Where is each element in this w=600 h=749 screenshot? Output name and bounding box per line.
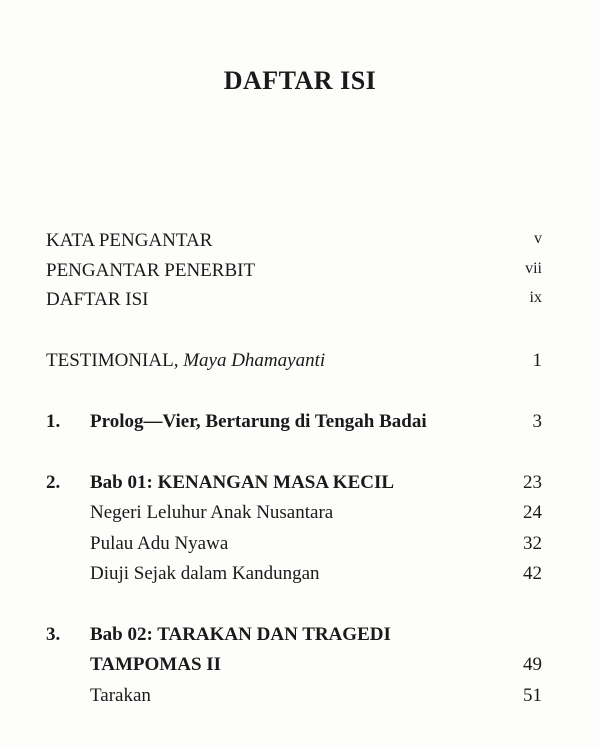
- testimonial-author: Maya Dhamayanti: [183, 350, 326, 371]
- section-page: 51: [523, 685, 542, 706]
- toc-chapter-3-line2: [0, 654, 600, 684]
- testimonial-label: TESTIMONIAL,: [46, 350, 179, 371]
- toc-entry-page: ix: [529, 289, 542, 306]
- toc-entry-label: KATA PENGANTAR: [46, 230, 213, 251]
- section-title: Pulau Adu Nyawa: [90, 533, 229, 554]
- section-page: 32: [523, 533, 542, 554]
- toc-entry-testimonial: [0, 350, 600, 380]
- chapter-page: 23: [523, 472, 542, 493]
- chapter-title: Bab 01: KENANGAN MASA KECIL: [90, 472, 395, 493]
- toc-section: [0, 502, 600, 532]
- toc-section: [0, 563, 600, 593]
- chapter-title-line1: Bab 02: TARAKAN DAN TRAGEDI: [90, 624, 391, 645]
- section-title: Negeri Leluhur Anak Nusantara: [90, 502, 334, 523]
- toc-entry-pengantar-penerbit: [0, 260, 600, 290]
- toc-entry-label: [46, 350, 325, 372]
- page-title: DAFTAR ISI: [223, 66, 377, 95]
- section-page: 42: [523, 563, 542, 584]
- toc-chapter-2: [0, 472, 600, 502]
- toc-entry-page: 1: [532, 350, 542, 371]
- toc-section: [0, 685, 600, 715]
- toc-entry-label: PENGANTAR PENERBIT: [46, 260, 256, 281]
- chapter-page: 49: [523, 654, 542, 675]
- chapter-title: Prolog—Vier, Bertarung di Tengah Badai: [90, 411, 427, 432]
- toc-chapter-1: [0, 411, 600, 441]
- toc-entry-label: DAFTAR ISI: [46, 289, 149, 310]
- toc-section: [0, 533, 600, 563]
- toc-entry-page: v: [534, 230, 542, 247]
- chapter-page: 3: [532, 411, 542, 432]
- section-page: 24: [523, 502, 542, 523]
- section-title: Diuji Sejak dalam Kandungan: [90, 563, 320, 584]
- toc-entry-kata-pengantar: [0, 230, 600, 260]
- chapter-title-line2: TAMPOMAS II: [90, 654, 222, 675]
- toc-chapter-3: [0, 624, 600, 654]
- chapter-number: 2.: [46, 472, 61, 493]
- chapter-number: 3.: [46, 624, 61, 645]
- chapter-number: 1.: [46, 411, 61, 432]
- section-title: Tarakan: [90, 685, 151, 706]
- toc-entry-page: vii: [525, 260, 542, 277]
- toc-entry-daftar-isi: [0, 289, 600, 319]
